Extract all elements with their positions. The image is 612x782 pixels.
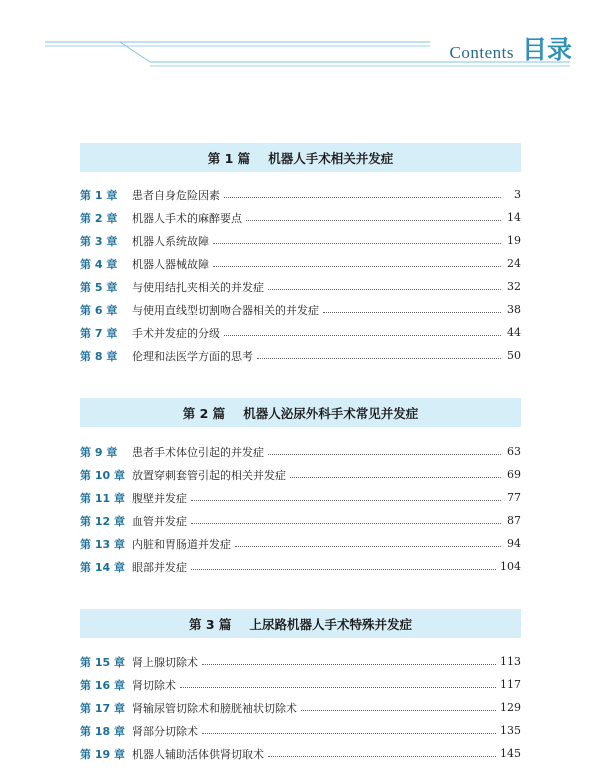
- page-number: 117: [500, 678, 521, 691]
- page-header: [450, 30, 572, 66]
- part-number: 第 3 篇: [189, 616, 232, 632]
- chapter-number: 第 16 章: [80, 678, 125, 692]
- toc-entry[interactable]: [80, 555, 521, 578]
- chapter-number: 第 4 章: [80, 257, 118, 271]
- chapter-title: 放置穿刺套管引起的相关并发症: [132, 468, 286, 482]
- chapter-title: 伦理和法医学方面的思考: [132, 349, 253, 363]
- dot-leader: [323, 312, 501, 313]
- toc-entry[interactable]: [80, 298, 521, 321]
- chapter-number: 第 2 章: [80, 211, 118, 225]
- toc-entry[interactable]: [80, 440, 521, 463]
- page-number: 145: [500, 747, 521, 760]
- page-number: 50: [507, 349, 521, 362]
- dot-leader: [213, 243, 501, 244]
- chapter-number: 第 9 章: [80, 445, 118, 459]
- dot-leader: [246, 220, 501, 221]
- chapter-title: 机器人手术的麻醉要点: [132, 211, 242, 225]
- dot-leader: [301, 710, 496, 711]
- chapter-number: 第 11 章: [80, 491, 125, 505]
- dot-leader: [191, 523, 501, 524]
- chapter-title: 机器人系统故障: [132, 234, 209, 248]
- dot-leader: [268, 756, 496, 757]
- chapter-title: 腹壁并发症: [132, 491, 187, 505]
- toc-entry[interactable]: [80, 486, 521, 509]
- page-number: 63: [507, 445, 521, 458]
- chapter-number: 第 14 章: [80, 560, 125, 574]
- toc-entry[interactable]: [80, 183, 521, 206]
- page-number: 38: [507, 303, 521, 316]
- chapter-title: 肾上腺切除术: [132, 655, 198, 669]
- chapter-title: 血管并发症: [132, 514, 187, 528]
- toc-entry[interactable]: [80, 252, 521, 275]
- toc-entry[interactable]: [80, 344, 521, 367]
- page-number: 32: [507, 280, 521, 293]
- chapter-number: 第 17 章: [80, 701, 125, 715]
- toc-entry[interactable]: [80, 696, 521, 719]
- header-title-zh: 目录: [521, 35, 572, 64]
- part-heading: [80, 609, 521, 638]
- chapter-title: 手术并发症的分级: [132, 326, 220, 340]
- toc-entry[interactable]: [80, 463, 521, 486]
- page-number: 129: [500, 701, 521, 714]
- dot-leader: [191, 500, 501, 501]
- dot-leader: [235, 546, 501, 547]
- toc-entry[interactable]: [80, 650, 521, 673]
- dot-leader: [268, 289, 501, 290]
- part-title: 上尿路机器人手术特殊并发症: [249, 616, 412, 632]
- page-number: 3: [514, 188, 521, 201]
- chapter-title: 与使用结扎夹相关的并发症: [132, 280, 264, 294]
- chapter-title: 肾输尿管切除术和膀胱袖状切除术: [132, 701, 297, 715]
- toc-entry[interactable]: [80, 719, 521, 742]
- page-number: 14: [507, 211, 521, 224]
- toc-entry[interactable]: [80, 275, 521, 298]
- chapter-number: 第 13 章: [80, 537, 125, 551]
- part-title: 机器人泌尿外科手术常见并发症: [243, 405, 419, 421]
- page-number: 24: [507, 257, 521, 270]
- chapter-number: 第 10 章: [80, 468, 125, 482]
- page-number: 19: [507, 234, 521, 247]
- page-number: 87: [507, 514, 521, 527]
- chapter-number: 第 15 章: [80, 655, 125, 669]
- chapter-title: 肾部分切除术: [132, 724, 198, 738]
- chapter-title: 与使用直线型切割吻合器相关的并发症: [132, 303, 319, 317]
- toc-entry[interactable]: [80, 509, 521, 532]
- part-heading: [80, 143, 521, 172]
- chapter-title: 内脏和胃肠道并发症: [132, 537, 231, 551]
- dot-leader: [180, 687, 496, 688]
- part-heading: [80, 398, 521, 427]
- dot-leader: [202, 664, 496, 665]
- chapter-number: 第 1 章: [80, 188, 118, 202]
- chapter-title: 机器人辅助活体供肾切取术: [132, 747, 264, 761]
- dot-leader: [268, 454, 501, 455]
- page-number: 94: [507, 537, 521, 550]
- toc-entry[interactable]: [80, 532, 521, 555]
- page-number: 69: [507, 468, 521, 481]
- chapter-list: [80, 440, 521, 578]
- dot-leader: [257, 358, 501, 359]
- dot-leader: [202, 733, 496, 734]
- chapter-number: 第 5 章: [80, 280, 118, 294]
- page-number: 113: [500, 655, 521, 668]
- toc-entry[interactable]: [80, 229, 521, 252]
- header-title-en: Contents: [449, 43, 514, 62]
- dot-leader: [191, 569, 496, 570]
- chapter-title: 眼部并发症: [132, 560, 187, 574]
- page-number: 77: [507, 491, 521, 504]
- chapter-title: 患者自身危险因素: [132, 188, 220, 202]
- chapter-list: [80, 650, 521, 765]
- chapter-number: 第 7 章: [80, 326, 118, 340]
- chapter-title: 肾切除术: [132, 678, 176, 692]
- dot-leader: [224, 335, 501, 336]
- dot-leader: [213, 266, 501, 267]
- chapter-number: 第 3 章: [80, 234, 118, 248]
- toc-entry[interactable]: [80, 742, 521, 765]
- dot-leader: [224, 197, 501, 198]
- chapter-number: 第 18 章: [80, 724, 125, 738]
- page-number: 135: [500, 724, 521, 737]
- toc-entry[interactable]: [80, 673, 521, 696]
- chapter-number: 第 8 章: [80, 349, 118, 363]
- chapter-number: 第 19 章: [80, 747, 125, 761]
- page-number: 104: [500, 560, 521, 573]
- chapter-list: [80, 183, 521, 367]
- part-number: 第 1 篇: [207, 150, 251, 166]
- part-number: 第 2 篇: [182, 405, 226, 421]
- chapter-title: 患者手术体位引起的并发症: [132, 445, 264, 459]
- dot-leader: [290, 477, 501, 478]
- toc-entry[interactable]: [80, 321, 521, 344]
- chapter-number: 第 12 章: [80, 514, 125, 528]
- toc-entry[interactable]: [80, 206, 521, 229]
- part-title: 机器人手术相关并发症: [268, 150, 394, 166]
- page-number: 44: [507, 326, 521, 339]
- chapter-title: 机器人器械故障: [132, 257, 209, 271]
- chapter-number: 第 6 章: [80, 303, 118, 317]
